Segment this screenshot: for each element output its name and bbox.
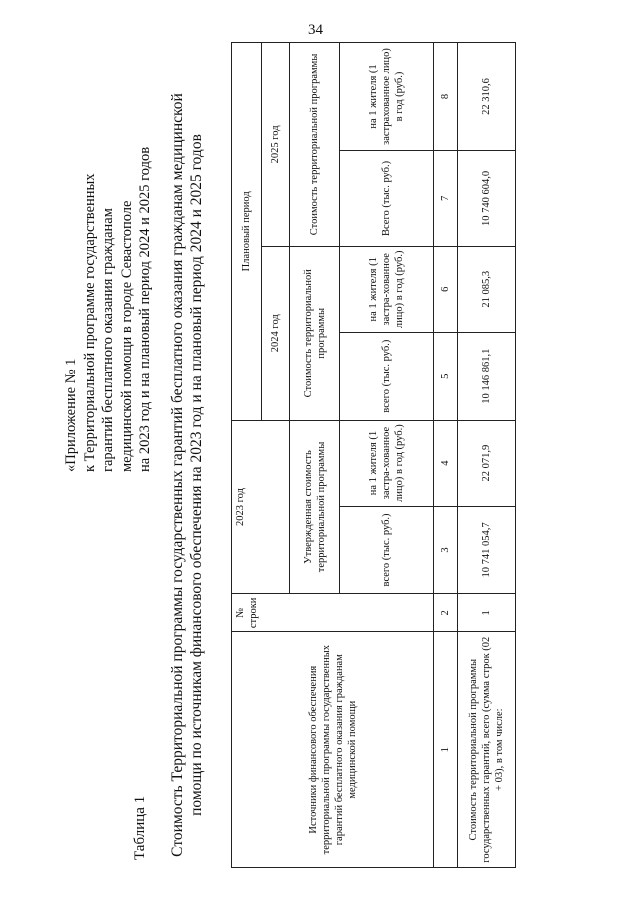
cell-per-capita-2023: 22 071,9 xyxy=(458,420,516,506)
header-total-2024: всего (тыс. руб.) xyxy=(340,332,434,420)
column-number: 5 xyxy=(434,332,458,420)
column-number: 8 xyxy=(434,43,458,151)
cost-table xyxy=(231,42,516,868)
header-planned-period: Плановый период xyxy=(232,43,262,421)
page-number: 34 xyxy=(308,22,323,38)
table-row xyxy=(458,43,516,868)
column-number: 6 xyxy=(434,246,458,332)
column-number: 1 xyxy=(434,632,458,868)
header-per-capita-2023: на 1 жителя (1 застра-хованное лицо) в год (руб.) xyxy=(340,420,434,506)
header-approved-cost: Утвержденная стоимость территориальной программы xyxy=(290,420,340,594)
table-title: Стоимость Территориальной программы государственных гарантий бесплатного оказания гражданам медицинской помощи по источникам финансового обеспечения на 2023 год и на плановый период 2024 и 2025 годов xyxy=(169,93,205,857)
header-2024: 2024 год xyxy=(262,246,290,420)
header-2023: 2023 год xyxy=(232,420,290,594)
column-number: 2 xyxy=(434,594,458,632)
header-cost-2024: Стоимость территориальной программы xyxy=(290,246,340,420)
cell-total-2024: 10 146 861,1 xyxy=(458,332,516,420)
appendix-line: гарантий бесплатного оказания гражданам xyxy=(100,208,116,472)
column-number-row xyxy=(434,43,458,868)
rotated-page-content xyxy=(40,50,600,890)
cell-per-capita-2024: 21 085,3 xyxy=(458,246,516,332)
header-per-capita-2024: на 1 жителя (1 застра-хованное лицо) в год (руб.) xyxy=(340,246,434,332)
header-source: Источники финансового обеспечения территориальной программы государственных гарантий бесплатного оказания гражданам медицинской помощи xyxy=(232,632,434,868)
row-number: 1 xyxy=(458,594,516,632)
column-number: 4 xyxy=(434,420,458,506)
cell-total-2023: 10 741 054,7 xyxy=(458,506,516,594)
header-cost-2025: Стоимость территориальной программы xyxy=(290,43,340,247)
column-number: 7 xyxy=(434,151,458,247)
header-total-2025: Всего (тыс. руб.) xyxy=(340,151,434,247)
cell-total-2025: 10 740 604,0 xyxy=(458,151,516,247)
appendix-line: «Приложение № 1 xyxy=(63,358,79,472)
header-2025: 2025 год xyxy=(262,43,290,247)
appendix-line: на 2023 год и на плановый период 2024 и 2025 годов xyxy=(137,146,153,472)
appendix-line: медицинской помощи в городе Севастополе xyxy=(118,200,135,472)
column-number: 3 xyxy=(434,506,458,594)
table-label: Таблица 1 xyxy=(132,795,148,860)
header-per-capita-2025: на 1 жителя (1 застрахованное лицо) в год (руб.) xyxy=(340,43,434,151)
cell-per-capita-2025: 22 310,6 xyxy=(458,43,516,151)
row-label: Стоимость территориальной программы государственных гарантий, всего (сумма строк (02 + 03), в том числе: xyxy=(458,632,516,868)
header-row-number: № строки xyxy=(232,594,434,632)
appendix-header xyxy=(62,72,155,472)
appendix-line: к Территориальной программе государственных xyxy=(81,173,98,472)
header-total-2023: всего (тыс. руб.) xyxy=(340,506,434,594)
